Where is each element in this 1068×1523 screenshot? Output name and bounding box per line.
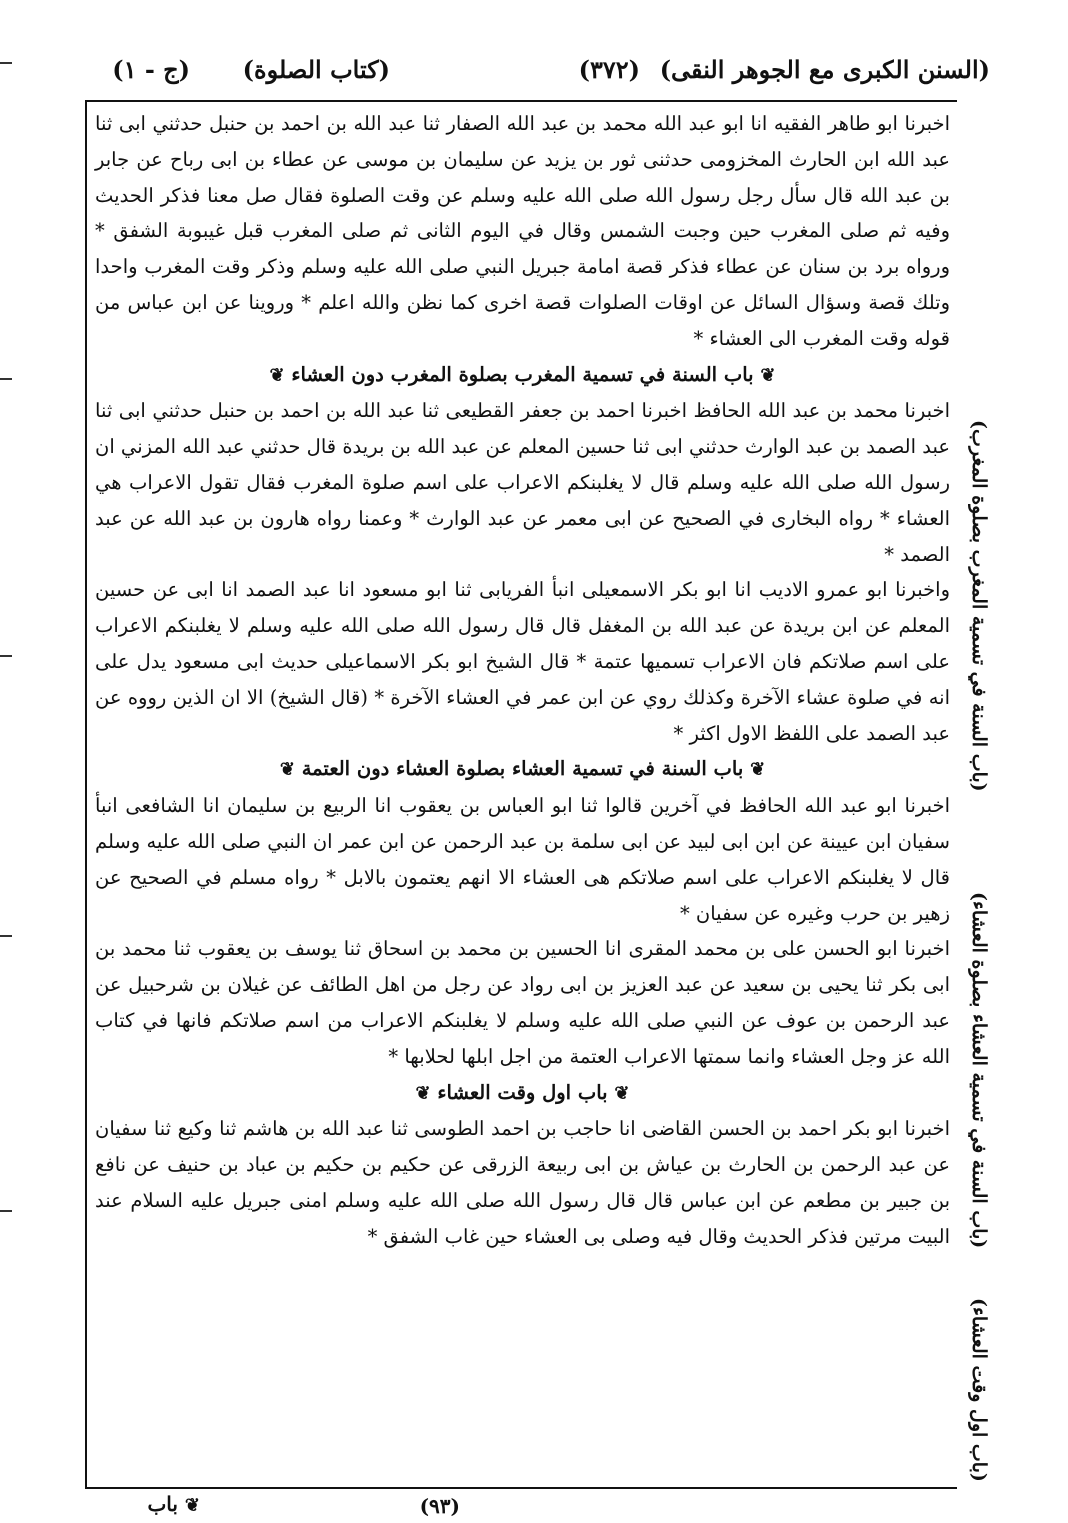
ornament-icon: ❦ xyxy=(415,1082,431,1104)
margin-note: (باب السنة في تسمية المغرب بصلوة المغرب) xyxy=(968,420,990,792)
catchword-text: باب xyxy=(147,1492,178,1516)
paragraph: واخبرنا ابو عمرو الاديب انا ابو بكر الاسمعيلى انبأ الفريابى ثنا ابو مسعود انا عبد الصمد انا ابى عن حسين المعلم عن ابن بريدة عن عبد الله بن المغفل قال قال رسول الله صلى الله عليه وسلم لا يغلبنكم الاعراب على اسم صلاتكم فان الاعراب تسميها عتمة * قال الشيخ ابو بكر الاسماعيلى حديث ابى مسعود يدل على انه في صلوة عشاء الآخرة وكذلك روي عن ابن عمر في العشاء الآخرة * (قال الشيخ) الا ان الذين رووه عن عبد الصمد على اللفظ الاول اكثر * xyxy=(95,578,950,745)
ornament-icon: ❦ xyxy=(750,759,766,781)
page-number: (٣٧٢) xyxy=(578,55,640,84)
ornament-icon: ❦ xyxy=(760,364,776,386)
ornament-icon: ❦ xyxy=(184,1495,200,1516)
volume-number: (ج - ١) xyxy=(112,55,190,84)
ornament-icon: ❦ xyxy=(614,1082,630,1104)
sheet-number: (٩٣) xyxy=(419,1494,460,1518)
paragraph: اخبرنا ابو عبد الله الحافظ في آخرين قالوا ثنا ابو العباس بن يعقوب انا الربيع بن سليمان انا الشافعى انبأ سفيان ابن عيينة عن ابن ابى لبيد عن ابى سلمة بن عبد الرحمن عن ابن عمر ان النبي صلى الله عليه وسلم قال لا يغلبنكم الاعراب على اسم صلاتكم هى العشاء الا انهم يعتمون بالابل * رواه مسلم في الصحيح عن زهير بن حرب وغيره عن سفيان * xyxy=(95,794,950,925)
paragraph: اخبرنا ابو الحسن على بن محمد المقرى انا الحسين بن محمد بن اسحاق ثنا يوسف بن يعقوب ثنا محمد بن ابى بكر ثنا يحيى بن سعيد عن عبد العزيز بن ابى رواد عن رجل من اهل الطائف عن غيلان بن شرحبيل عن عبد الرحمن بن عوف عن النبي صلى الله عليه وسلم لا يغلبنكم الاعراب من اسم صلاتكم فانها في كتاب الله عز وجل العشاء وانما سمتها الاعراب العتمة من اجل ابلها لحلابها * xyxy=(95,937,950,1068)
section-heading xyxy=(95,751,950,788)
paragraph: اخبرنا محمد بن عبد الله الحافظ اخبرنا احمد بن جعفر القطيعى ثنا عبد الله بن احمد بن حنبل حدثني ابى ثنا عبد الصمد بن عبد الوارث حدثني ابى ثنا حسين المعلم عن عبد الله بن بريدة قال حدثني عبد الله المزني ان رسول الله صلى الله عليه وسلم قال لا يغلبنكم الاعراب على اسم صلوة المغرب فقال تقول الاعراب هي العشاء * رواه البخارى في الصحيح عن ابى معمر عن عبد الوارث * وعمنا رواه هارون بن عبد الله عن عبد الصمد * xyxy=(95,399,950,566)
margin-tick xyxy=(0,62,12,64)
margin-tick xyxy=(0,378,12,380)
margin-tick xyxy=(0,1210,12,1212)
page-header xyxy=(90,55,990,95)
section-title: باب السنة في تسمية العشاء بصلوة العشاء دون العتمة xyxy=(301,757,744,781)
paragraph: اخبرنا ابو بكر احمد بن الحسن القاضى انا حاجب بن احمد الطوسى ثنا عبد الله بن هاشم ثنا وكيع ثنا سفيان عن عبد الرحمن بن الحارث بن عياش بن ابى ربيعة الزرقى عن حكيم بن حكيم بن عباد بن حنيف عن نافع بن جبير بن مطعم عن ابن عباس قال قال رسول الله صلى الله عليه وسلم امنى جبريل عليه السلام عند البيت مرتين فذكر الحديث وقال فيه وصلى بى العشاء حين غاب الشفق * xyxy=(95,1117,950,1248)
section-title: باب السنة في تسمية المغرب بصلوة المغرب دون العشاء xyxy=(291,362,754,386)
chapter-title: (كتاب الصلوة) xyxy=(242,55,390,84)
margin-tick xyxy=(0,655,12,657)
paragraph: اخبرنا ابو طاهر الفقيه انا ابو عبد الله محمد بن عبد الله الصفار ثنا عبد الله بن احمد بن حنبل حدثني ابى ثنا عبد الله ابن الحارث المخزومى حدثنى ثور بن يزيد عن سليمان بن موسى عن عطاء بن ابى رباح عن جابر بن عبد الله قال سأل رجل رسول الله صلى الله عليه وسلم عن وقت الصلوة فقال صل معنا فذكر الحديث وفيه ثم صلى المغرب حين وجبت الشمس وقال في اليوم الثانى ثم صلى المغرب قبل غيبوبة الشفق * ورواه برد بن سنان عن عطاء فذكر قصة امامة جبريل النبي صلى الله عليه وسلم وذكر وقت المغرب واحدا وتلك قصة وسؤال السائل عن اوقات الصلوات قصة اخرى كما نظن والله اعلم * وروينا عن ابن عباس من قوله وقت المغرب الى العشاء * xyxy=(95,112,950,350)
main-text xyxy=(95,106,950,1255)
section-heading xyxy=(95,1075,950,1112)
margin-note: (باب اول وقت العشاء) xyxy=(968,1298,990,1482)
page-footer xyxy=(60,1492,960,1522)
catchword xyxy=(147,1492,200,1516)
section-title: باب اول وقت العشاء xyxy=(437,1080,608,1104)
margin-note: (باب السنة في تسمية العشاء بصلوة العشاء) xyxy=(968,891,990,1249)
margin-tick xyxy=(0,935,12,937)
ornament-icon: ❦ xyxy=(269,364,285,386)
ornament-icon: ❦ xyxy=(279,759,295,781)
book-title: (السنن الكبرى مع الجوهر النقى) xyxy=(659,55,990,84)
section-heading xyxy=(95,357,950,394)
